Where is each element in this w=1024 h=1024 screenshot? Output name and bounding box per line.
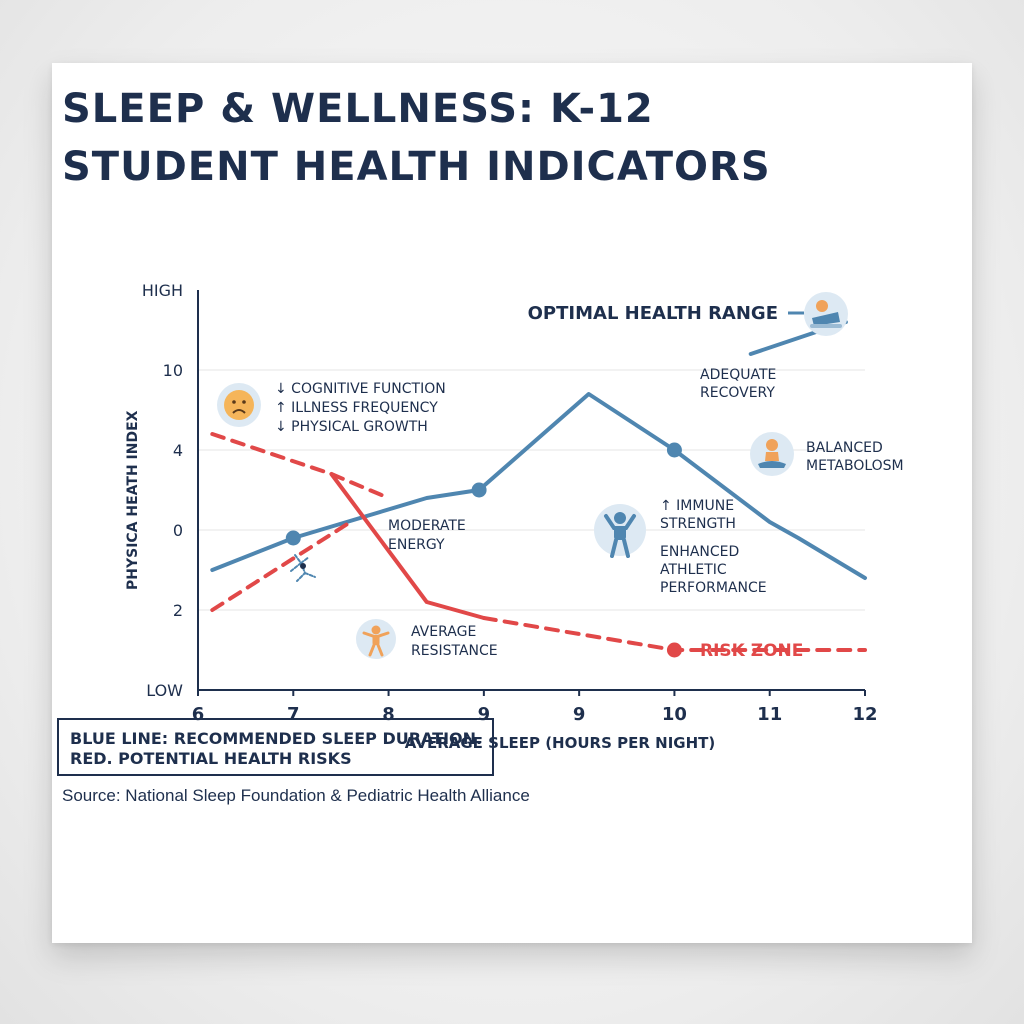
y-tick-label: 4 <box>172 441 183 460</box>
y-tick-label: 0 <box>172 521 183 540</box>
series-marker <box>472 483 487 498</box>
legend-box <box>57 718 494 776</box>
y-tick-label: HIGH <box>141 281 183 300</box>
risk-list-line-2: ↑ ILLNESS FREQUENCY <box>275 400 438 416</box>
source-note: Source: National Sleep Foundation & Pediatric Health Alliance <box>62 786 530 805</box>
moderate-energy-line-1: MODERATE <box>388 518 466 534</box>
y-axis-label: PHYSICA HEATH INDEX <box>125 410 141 590</box>
legend-red-line: RED. POTENTIAL HEALTH RISKS <box>70 749 352 768</box>
series-marker <box>667 443 682 458</box>
risk-zone-label: RISK ZONE <box>700 641 804 661</box>
series-line-3 <box>212 522 350 610</box>
athletic-performance-line-3: PERFORMANCE <box>660 580 767 596</box>
meditating-child-icon <box>750 432 794 476</box>
x-tick-label: 8 <box>382 704 395 725</box>
average-resistance-line-1: AVERAGE <box>411 624 477 640</box>
risk-list-line-3: ↓ PHYSICAL GROWTH <box>275 419 428 435</box>
athletic-performance-line-1: ENHANCED <box>660 544 740 560</box>
standing-child-icon <box>356 619 396 659</box>
sleeping-child-icon <box>804 292 848 336</box>
balanced-metabolism-line-1: BALANCED <box>806 440 883 456</box>
adequate-recovery-line-1: ADEQUATE <box>700 367 777 383</box>
series-line-2 <box>212 434 388 498</box>
x-tick-label: 10 <box>661 704 687 725</box>
x-tick-label: 9 <box>572 704 586 725</box>
athletic-performance-line-2: ATHLETIC <box>660 562 727 578</box>
moderate-energy-line-2: ENERGY <box>388 537 445 553</box>
sad-face-icon <box>217 383 261 427</box>
x-axis-label: AVERAGE SLEEP (HOURS PER NIGHT) <box>404 734 716 752</box>
title-line-2: STUDENT HEALTH INDICATORS <box>62 144 771 190</box>
series-marker <box>667 643 682 658</box>
series-marker <box>286 531 301 546</box>
immune-strength-line-2: STRENGTH <box>660 516 736 532</box>
y-tick-label: 10 <box>162 361 183 380</box>
immune-strength-line-1: ↑ IMMUNE <box>660 498 735 514</box>
x-tick-label: 9 <box>477 704 491 725</box>
risk-list-line-1: ↓ COGNITIVE FUNCTION <box>275 381 446 397</box>
balanced-metabolism-line-2: METABOLOSM <box>806 458 904 474</box>
adequate-recovery-line-2: RECOVERY <box>700 385 775 401</box>
y-tick-label: 2 <box>172 601 183 620</box>
x-tick-label: 7 <box>287 704 300 725</box>
x-tick-label: 6 <box>191 704 205 725</box>
average-resistance-line-2: RESISTANCE <box>411 643 498 659</box>
optimal-range-label: OPTIMAL HEALTH RANGE <box>527 303 778 324</box>
y-tick-label: LOW <box>146 681 183 700</box>
y-tick-labels <box>142 281 183 700</box>
stretching-child-icon <box>594 504 646 556</box>
legend-blue-line: BLUE LINE: RECOMMENDED SLEEP DURATION. <box>70 729 483 748</box>
x-tick-label: 12 <box>852 704 878 725</box>
title-line-1: SLEEP & WELLNESS: K-12 <box>62 86 654 132</box>
x-tick-label: 11 <box>757 704 783 725</box>
